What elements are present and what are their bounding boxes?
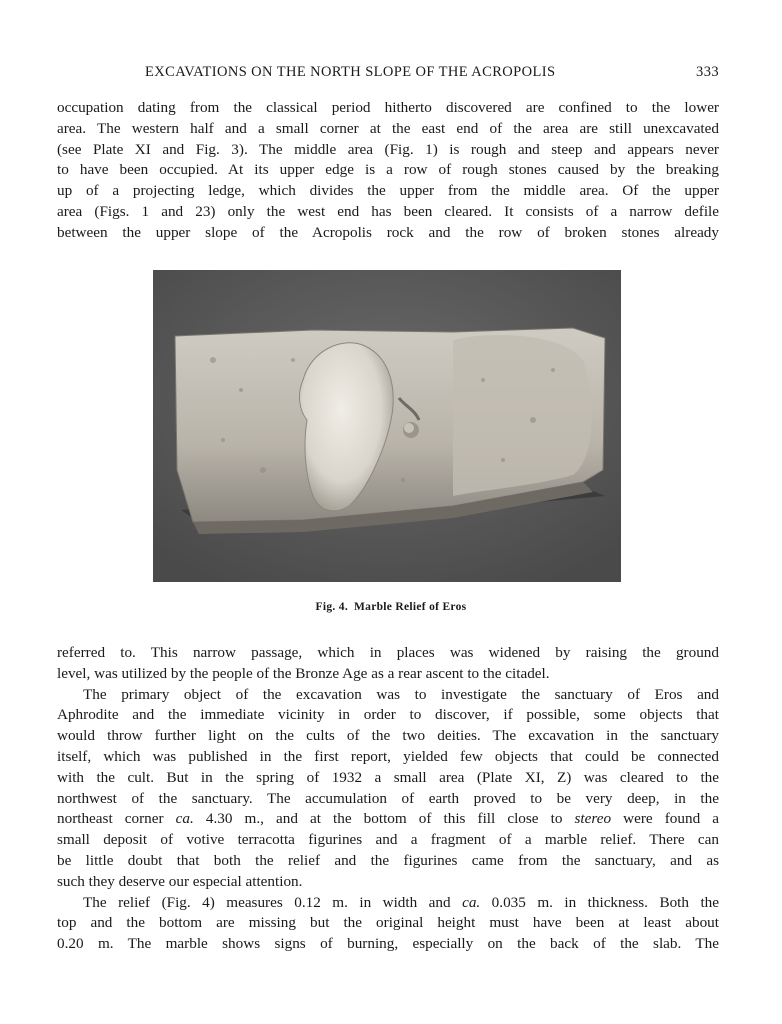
running-head <box>57 64 719 86</box>
text-segment: The relief (Fig. 4) measures 0.12 m. in width and <box>83 893 463 911</box>
text-line: 0.20 m. The marble shows signs of burning, especially on the back of the slab. The <box>57 935 719 953</box>
figure-label: Fig. 4. <box>315 601 348 613</box>
text-line <box>57 893 719 914</box>
figure-caption-text: Marble Relief of Eros <box>354 601 467 613</box>
text-line: between the upper slope of the Acropolis rock and the row of broken stones already <box>57 223 719 241</box>
text-line: Aphrodite and the immediate vicinity in order to discover, if possible, some objects that <box>57 706 719 724</box>
text-line: up of a projecting ledge, which divides the upper from the middle area. Of the upper <box>57 182 719 200</box>
text-line: would throw further light on the cults of the two deities. The excavation in the sanctuary <box>57 727 719 745</box>
text-line: level, was utilized by the people of the Bronze Age as a rear ascent to the citadel. <box>57 664 550 682</box>
running-head-title: EXCAVATIONS ON THE NORTH SLOPE OF THE ACROPOLIS <box>145 64 556 80</box>
marble-relief-illustration <box>153 270 621 582</box>
italic-text: ca. <box>175 810 194 828</box>
text-line: such they deserve our especial attention. <box>57 872 303 890</box>
body-text-continued <box>57 643 719 955</box>
text-line: small deposit of votive terracotta figurines and a fragment of a marble relief. There can <box>57 831 719 849</box>
text-line: to have been occupied. At its upper edge is a row of rough stones caused by the breaking <box>57 161 719 179</box>
paragraph-occupation <box>57 98 719 244</box>
figure-caption <box>0 601 782 613</box>
text-segment: were found a <box>611 810 719 828</box>
text-segment: northeast corner <box>57 810 176 828</box>
text-line <box>57 809 719 830</box>
italic-text: stereo <box>574 810 612 828</box>
italic-text: ca. <box>462 893 481 911</box>
text-line: area (Figs. 1 and 23) only the west end has been cleared. It consists of a narrow defile <box>57 202 719 220</box>
text-line: area. The western half and a small corner at the east end of the area are still unexcavated <box>57 119 719 137</box>
text-segment: 0.035 m. in thickness. Both the <box>480 893 719 911</box>
text-line: itself, which was published in the first report, yielded few objects that could be connected <box>57 747 719 765</box>
text-line: be little doubt that both the relief and the figurines came from the sanctuary, and as <box>57 851 719 869</box>
text-line: with the cult. But in the spring of 1932 a small area (Plate XI, Z) was cleared to the <box>57 768 719 786</box>
text-line: The primary object of the excavation was to investigate the sanctuary of Eros and <box>83 685 719 703</box>
text-line: occupation dating from the classical period hitherto discovered are confined to the lower <box>57 99 719 116</box>
text-line: referred to. This narrow passage, which in places was widened by raising the ground <box>57 644 719 661</box>
page-number: 333 <box>696 64 719 80</box>
text-line: top and the bottom are missing but the original height must have been at least about <box>57 914 719 932</box>
figure-marble-relief-photo <box>153 270 621 582</box>
text-line: (see Plate XI and Fig. 3). The middle area (Fig. 1) is rough and steep and appears never <box>57 140 719 158</box>
text-line: northwest of the sanctuary. The accumulation of earth proved to be very deep, in the <box>57 789 719 807</box>
text-segment: 4.30 m., and at the bottom of this fill close to <box>193 810 575 828</box>
